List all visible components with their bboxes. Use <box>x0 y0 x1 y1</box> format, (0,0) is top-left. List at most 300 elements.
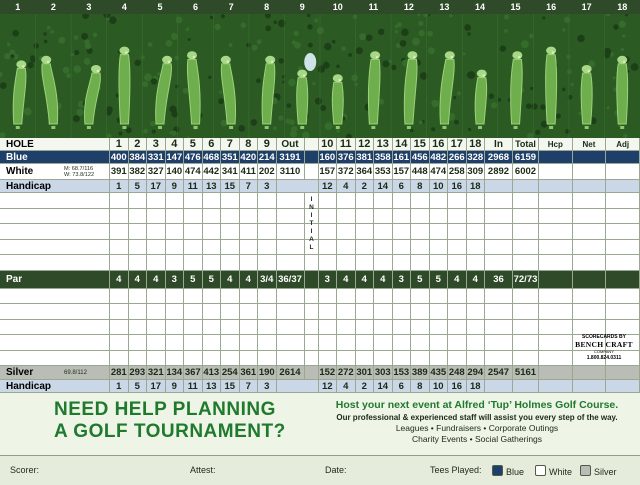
score-entry-cell[interactable] <box>374 320 393 335</box>
score-entry-cell[interactable] <box>337 193 356 208</box>
score-entry-cell[interactable] <box>539 209 573 224</box>
score-entry-cell[interactable] <box>337 335 356 350</box>
tree-icon <box>273 21 277 25</box>
score-entry-cell[interactable] <box>337 209 356 224</box>
score-entry-cell[interactable] <box>485 209 513 224</box>
score-entry-cell[interactable] <box>430 351 449 366</box>
player-score-row <box>0 351 640 367</box>
tee-white-checkbox[interactable] <box>535 465 546 476</box>
score-entry-cell[interactable] <box>184 320 203 335</box>
score-entry-cell[interactable] <box>258 289 277 304</box>
score-entry-cell[interactable] <box>147 335 166 350</box>
score-entry-cell[interactable] <box>467 304 486 319</box>
white-hole-13: 353 <box>374 166 391 177</box>
score-entry-cell[interactable] <box>203 320 222 335</box>
score-entry-cell[interactable] <box>573 289 607 304</box>
score-entry-cell[interactable] <box>203 224 222 239</box>
score-entry-cell[interactable] <box>337 320 356 335</box>
score-entry-cell[interactable] <box>448 335 467 350</box>
score-entry-cell[interactable] <box>374 224 393 239</box>
score-entry-cell[interactable] <box>448 240 467 255</box>
score-entry-cell[interactable] <box>240 255 259 270</box>
score-entry-cell[interactable] <box>374 193 393 208</box>
score-entry-cell[interactable] <box>411 335 430 350</box>
score-entry-cell[interactable] <box>485 255 513 270</box>
score-entry-cell[interactable] <box>411 209 430 224</box>
score-entry-cell[interactable] <box>448 304 467 319</box>
score-entry-cell[interactable] <box>166 289 185 304</box>
score-entry-cell[interactable] <box>356 304 375 319</box>
tree-icon <box>288 79 296 87</box>
score-entry-cell[interactable] <box>184 240 203 255</box>
score-entry-cell[interactable] <box>110 209 129 224</box>
score-entry-cell[interactable] <box>606 240 640 255</box>
score-entry-cell[interactable] <box>485 320 513 335</box>
score-entry-cell[interactable] <box>258 304 277 319</box>
score-entry-cell[interactable] <box>356 193 375 208</box>
score-entry-cell[interactable] <box>110 351 129 366</box>
score-entry-cell[interactable] <box>319 240 338 255</box>
score-entry-cell[interactable] <box>467 289 486 304</box>
score-entry-cell[interactable] <box>606 255 640 270</box>
score-entry-cell[interactable] <box>374 304 393 319</box>
score-entry-cell[interactable] <box>184 209 203 224</box>
score-entry-cell[interactable] <box>513 289 539 304</box>
score-entry-cell[interactable] <box>467 224 486 239</box>
score-entry-cell[interactable] <box>337 255 356 270</box>
score-entry-cell[interactable] <box>147 255 166 270</box>
score-entry-cell[interactable] <box>166 320 185 335</box>
green-13 <box>445 51 455 59</box>
score-entry-cell[interactable] <box>393 351 412 366</box>
score-entry-cell[interactable] <box>277 304 305 319</box>
score-entry-cell[interactable] <box>539 304 573 319</box>
silver-hole-1: 281 <box>110 367 127 378</box>
tree-icon <box>542 16 545 19</box>
score-entry-cell[interactable] <box>319 304 338 319</box>
player-score-row-label <box>0 240 110 255</box>
score-entry-cell[interactable] <box>319 193 338 208</box>
score-entry-cell[interactable] <box>129 255 148 270</box>
tee-silver-option[interactable] <box>580 465 617 477</box>
score-entry-cell[interactable] <box>467 193 486 208</box>
score-entry-cell[interactable] <box>393 193 412 208</box>
score-entry-cell[interactable] <box>240 320 259 335</box>
score-entry-cell[interactable] <box>539 224 573 239</box>
fairway-16 <box>546 55 557 124</box>
score-entry-cell[interactable] <box>513 351 539 366</box>
score-entry-cell[interactable] <box>110 320 129 335</box>
green-11 <box>370 51 380 59</box>
handicap-hole-4: 9 <box>166 180 185 192</box>
score-entry-cell[interactable] <box>184 224 203 239</box>
score-entry-cell[interactable] <box>221 304 240 319</box>
score-entry-cell[interactable] <box>258 224 277 239</box>
tree-icon <box>317 27 324 34</box>
extra-cell <box>573 271 607 288</box>
score-entry-cell[interactable] <box>258 193 277 208</box>
score-entry-cell[interactable] <box>411 351 430 366</box>
score-entry-cell[interactable] <box>374 351 393 366</box>
score-entry-cell[interactable] <box>485 224 513 239</box>
green-17 <box>582 65 592 73</box>
score-entry-cell[interactable] <box>485 351 513 366</box>
score-entry-cell[interactable] <box>184 255 203 270</box>
score-entry-cell[interactable] <box>467 320 486 335</box>
score-entry-cell[interactable] <box>448 351 467 366</box>
tree-icon <box>531 103 537 109</box>
score-entry-cell[interactable] <box>240 335 259 350</box>
score-entry-cell[interactable] <box>411 255 430 270</box>
score-entry-cell[interactable] <box>240 289 259 304</box>
score-entry-cell[interactable] <box>166 193 185 208</box>
score-entry-cell[interactable] <box>110 335 129 350</box>
score-entry-cell[interactable] <box>129 320 148 335</box>
score-entry-cell[interactable] <box>240 224 259 239</box>
score-entry-cell[interactable] <box>606 304 640 319</box>
score-entry-cell[interactable] <box>606 289 640 304</box>
player-score-row-label <box>0 304 110 319</box>
score-entry-cell[interactable] <box>513 193 539 208</box>
score-entry-cell[interactable] <box>374 209 393 224</box>
score-entry-cell[interactable] <box>606 224 640 239</box>
score-entry-cell[interactable] <box>513 240 539 255</box>
score-entry-cell[interactable] <box>147 351 166 366</box>
score-entry-cell[interactable] <box>356 320 375 335</box>
score-entry-cell[interactable] <box>573 255 607 270</box>
score-entry-cell[interactable] <box>393 224 412 239</box>
score-entry-cell[interactable] <box>277 193 305 208</box>
score-entry-cell[interactable] <box>166 240 185 255</box>
score-entry-cell[interactable] <box>448 224 467 239</box>
score-entry-cell[interactable] <box>147 320 166 335</box>
score-entry-cell[interactable] <box>356 224 375 239</box>
score-entry-cell[interactable] <box>513 335 539 350</box>
score-entry-cell[interactable] <box>485 240 513 255</box>
score-entry-cell[interactable] <box>240 209 259 224</box>
score-entry-cell[interactable] <box>240 304 259 319</box>
score-entry-cell[interactable] <box>166 351 185 366</box>
score-entry-cell[interactable] <box>110 289 129 304</box>
score-entry-cell[interactable] <box>539 193 573 208</box>
score-entry-cell[interactable] <box>258 240 277 255</box>
tree-icon <box>171 33 178 40</box>
tree-icon <box>148 42 153 47</box>
tee-blue-option[interactable] <box>492 465 524 477</box>
score-entry-cell[interactable] <box>147 304 166 319</box>
score-entry-cell[interactable] <box>203 335 222 350</box>
player-score-row-label <box>0 255 110 270</box>
score-entry-cell[interactable] <box>411 320 430 335</box>
green-1 <box>16 60 26 68</box>
silver-tee-row <box>0 366 640 380</box>
score-entry-cell[interactable] <box>513 224 539 239</box>
score-entry-cell[interactable] <box>356 240 375 255</box>
score-entry-cell[interactable] <box>573 240 607 255</box>
score-entry-cell[interactable] <box>485 193 513 208</box>
tree-icon <box>287 103 292 108</box>
bunker-15 <box>518 56 521 59</box>
handicap-hole-7: 15 <box>221 180 240 192</box>
score-entry-cell[interactable] <box>221 289 240 304</box>
score-entry-cell[interactable] <box>203 255 222 270</box>
extra-cell <box>606 180 640 192</box>
score-entry-cell[interactable] <box>467 209 486 224</box>
score-entry-cell[interactable] <box>430 335 449 350</box>
score-entry-cell[interactable] <box>166 304 185 319</box>
score-entry-cell[interactable] <box>393 209 412 224</box>
score-entry-cell[interactable] <box>411 304 430 319</box>
score-entry-cell[interactable] <box>258 209 277 224</box>
blue-hole-16: 482 <box>430 151 447 163</box>
score-entry-cell[interactable] <box>203 289 222 304</box>
score-entry-cell[interactable] <box>221 335 240 350</box>
score-entry-cell[interactable] <box>110 193 129 208</box>
score-entry-cell[interactable] <box>448 193 467 208</box>
score-entry-cell[interactable] <box>448 209 467 224</box>
tree-icon <box>351 75 358 82</box>
score-entry-cell[interactable] <box>184 351 203 366</box>
score-entry-cell[interactable] <box>356 351 375 366</box>
tree-icon <box>467 32 471 36</box>
score-entry-cell[interactable] <box>129 289 148 304</box>
score-entry-cell[interactable] <box>573 320 607 335</box>
score-entry-cell[interactable] <box>374 335 393 350</box>
score-entry-cell[interactable] <box>129 240 148 255</box>
score-entry-cell[interactable] <box>513 255 539 270</box>
tree-icon <box>238 125 245 132</box>
tree-icon <box>84 58 91 65</box>
handicap-hole-10: 12 <box>319 180 338 192</box>
extra-cell <box>573 180 607 192</box>
score-entry-cell[interactable] <box>430 224 449 239</box>
extra-cell <box>606 366 640 379</box>
score-entry-cell[interactable] <box>203 240 222 255</box>
score-entry-cell[interactable] <box>513 209 539 224</box>
score-entry-cell[interactable] <box>203 209 222 224</box>
score-entry-cell[interactable] <box>221 193 240 208</box>
score-entry-cell[interactable] <box>573 193 607 208</box>
extra-cell <box>606 271 640 288</box>
score-entry-cell[interactable] <box>337 240 356 255</box>
score-entry-cell[interactable] <box>573 224 607 239</box>
tree-icon <box>504 14 509 19</box>
score-entry-cell[interactable] <box>184 304 203 319</box>
hole-maps-illustration <box>0 14 640 138</box>
score-entry-cell[interactable] <box>221 224 240 239</box>
score-entry-cell[interactable] <box>166 255 185 270</box>
initial-cell <box>305 380 319 392</box>
promo-left <box>54 399 324 443</box>
score-entry-cell[interactable] <box>147 289 166 304</box>
tree-icon <box>401 28 409 36</box>
silver-in: 2547 <box>485 366 513 379</box>
score-entry-cell[interactable] <box>221 240 240 255</box>
score-entry-cell[interactable] <box>539 289 573 304</box>
score-entry-cell[interactable] <box>393 289 412 304</box>
score-entry-cell[interactable] <box>319 255 338 270</box>
score-entry-cell[interactable] <box>411 193 430 208</box>
score-entry-cell[interactable] <box>467 240 486 255</box>
score-entry-cell[interactable] <box>411 240 430 255</box>
score-entry-cell[interactable] <box>319 209 338 224</box>
score-entry-cell[interactable] <box>110 224 129 239</box>
score-entry-cell[interactable] <box>221 320 240 335</box>
score-entry-cell[interactable] <box>221 351 240 366</box>
score-entry-cell[interactable] <box>393 255 412 270</box>
score-entry-cell[interactable] <box>110 255 129 270</box>
score-entry-cell[interactable] <box>356 209 375 224</box>
score-entry-cell[interactable] <box>129 351 148 366</box>
tee-blue-checkbox[interactable] <box>492 465 503 476</box>
score-entry-cell[interactable] <box>485 335 513 350</box>
tree-icon <box>577 35 585 43</box>
score-entry-cell[interactable] <box>166 335 185 350</box>
score-entry-cell[interactable] <box>539 255 573 270</box>
score-entry-cell[interactable] <box>110 304 129 319</box>
tree-icon <box>81 33 88 40</box>
tee-silver-checkbox[interactable] <box>580 465 591 476</box>
score-entry-cell[interactable] <box>337 351 356 366</box>
bunker-14 <box>482 74 485 77</box>
attest-label: Attest: <box>190 465 216 475</box>
score-entry-cell[interactable] <box>393 240 412 255</box>
handicap-hole-1: 1 <box>110 180 129 192</box>
score-entry-cell[interactable] <box>411 224 430 239</box>
score-entry-cell[interactable] <box>221 255 240 270</box>
score-entry-cell[interactable] <box>258 320 277 335</box>
score-entry-cell[interactable] <box>374 255 393 270</box>
score-entry-cell[interactable] <box>129 224 148 239</box>
score-entry-cell[interactable] <box>184 335 203 350</box>
score-entry-cell[interactable] <box>393 320 412 335</box>
score-entry-cell[interactable] <box>240 351 259 366</box>
score-entry-cell[interactable] <box>337 224 356 239</box>
score-entry-cell[interactable] <box>430 193 449 208</box>
score-entry-cell[interactable] <box>573 304 607 319</box>
score-entry-cell[interactable] <box>467 255 486 270</box>
score-entry-cell[interactable] <box>393 304 412 319</box>
score-entry-cell[interactable] <box>277 224 305 239</box>
score-entry-cell[interactable] <box>110 240 129 255</box>
score-entry-cell[interactable] <box>203 351 222 366</box>
score-entry-cell[interactable] <box>258 255 277 270</box>
score-entry-cell[interactable] <box>319 289 338 304</box>
initial-letter: I <box>310 196 313 203</box>
score-entry-cell[interactable] <box>356 289 375 304</box>
score-entry-cell[interactable] <box>129 209 148 224</box>
score-entry-cell[interactable] <box>319 351 338 366</box>
score-entry-cell[interactable] <box>467 351 486 366</box>
score-entry-cell[interactable] <box>337 289 356 304</box>
score-entry-cell[interactable] <box>319 335 338 350</box>
score-entry-cell[interactable] <box>606 193 640 208</box>
score-entry-cell[interactable] <box>240 193 259 208</box>
score-entry-cell[interactable] <box>129 335 148 350</box>
score-entry-cell[interactable] <box>448 320 467 335</box>
score-entry-cell[interactable] <box>277 320 305 335</box>
score-entry-cell[interactable] <box>539 351 573 366</box>
handicap2-hole-11: 4 <box>337 380 356 392</box>
tree-icon <box>47 26 51 30</box>
score-entry-cell[interactable] <box>539 335 573 350</box>
score-entry-cell[interactable] <box>430 240 449 255</box>
score-entry-cell[interactable] <box>184 193 203 208</box>
score-entry-cell[interactable] <box>430 209 449 224</box>
score-entry-cell[interactable] <box>147 224 166 239</box>
score-entry-cell[interactable] <box>411 289 430 304</box>
score-entry-cell[interactable] <box>277 255 305 270</box>
score-entry-cell[interactable] <box>430 255 449 270</box>
score-entry-cell[interactable] <box>147 209 166 224</box>
tree-icon <box>257 39 262 44</box>
score-entry-cell[interactable] <box>393 335 412 350</box>
score-entry-cell[interactable] <box>356 255 375 270</box>
score-entry-cell[interactable] <box>485 289 513 304</box>
score-entry-cell[interactable] <box>513 320 539 335</box>
score-entry-cell[interactable] <box>448 255 467 270</box>
tee-white-option[interactable] <box>535 465 572 477</box>
extra-cell <box>539 151 573 163</box>
score-entry-cell[interactable] <box>539 240 573 255</box>
score-entry-cell[interactable] <box>277 289 305 304</box>
score-entry-cell[interactable] <box>240 240 259 255</box>
score-entry-cell[interactable] <box>573 209 607 224</box>
score-entry-cell[interactable] <box>430 289 449 304</box>
tree-icon <box>43 32 46 35</box>
score-entry-cell[interactable] <box>147 240 166 255</box>
score-entry-cell[interactable] <box>277 209 305 224</box>
tree-icon <box>631 63 639 71</box>
score-entry-cell[interactable] <box>356 335 375 350</box>
score-entry-cell[interactable] <box>374 240 393 255</box>
score-entry-cell[interactable] <box>319 320 338 335</box>
score-entry-cell[interactable] <box>448 289 467 304</box>
score-entry-cell[interactable] <box>374 289 393 304</box>
score-entry-cell[interactable] <box>467 335 486 350</box>
score-entry-cell[interactable] <box>337 304 356 319</box>
score-entry-cell[interactable] <box>203 193 222 208</box>
score-entry-cell[interactable] <box>430 320 449 335</box>
score-entry-cell[interactable] <box>129 193 148 208</box>
tee-box-12 <box>407 126 411 129</box>
score-entry-cell[interactable] <box>277 335 305 350</box>
score-entry-cell[interactable] <box>485 304 513 319</box>
benchcraft-line1: SCORECARDS BY <box>582 334 626 340</box>
tree-icon <box>395 30 398 33</box>
score-entry-cell[interactable] <box>539 320 573 335</box>
score-entry-cell[interactable] <box>166 224 185 239</box>
score-entry-cell[interactable] <box>319 224 338 239</box>
score-entry-cell[interactable] <box>606 209 640 224</box>
score-entry-cell[interactable] <box>129 304 148 319</box>
score-entry-cell[interactable] <box>606 320 640 335</box>
score-entry-cell[interactable] <box>277 351 305 366</box>
extra-cell <box>606 380 640 392</box>
score-entry-cell[interactable] <box>203 304 222 319</box>
score-entry-cell[interactable] <box>147 193 166 208</box>
score-entry-cell[interactable] <box>258 335 277 350</box>
score-entry-cell[interactable] <box>258 351 277 366</box>
score-entry-cell[interactable] <box>513 304 539 319</box>
score-entry-cell[interactable] <box>184 289 203 304</box>
score-entry-cell[interactable] <box>221 209 240 224</box>
score-entry-cell[interactable] <box>166 209 185 224</box>
tree-icon <box>174 55 179 60</box>
score-entry-cell[interactable] <box>277 240 305 255</box>
handicap-hole-9: 3 <box>258 180 277 192</box>
score-entry-cell[interactable] <box>430 304 449 319</box>
